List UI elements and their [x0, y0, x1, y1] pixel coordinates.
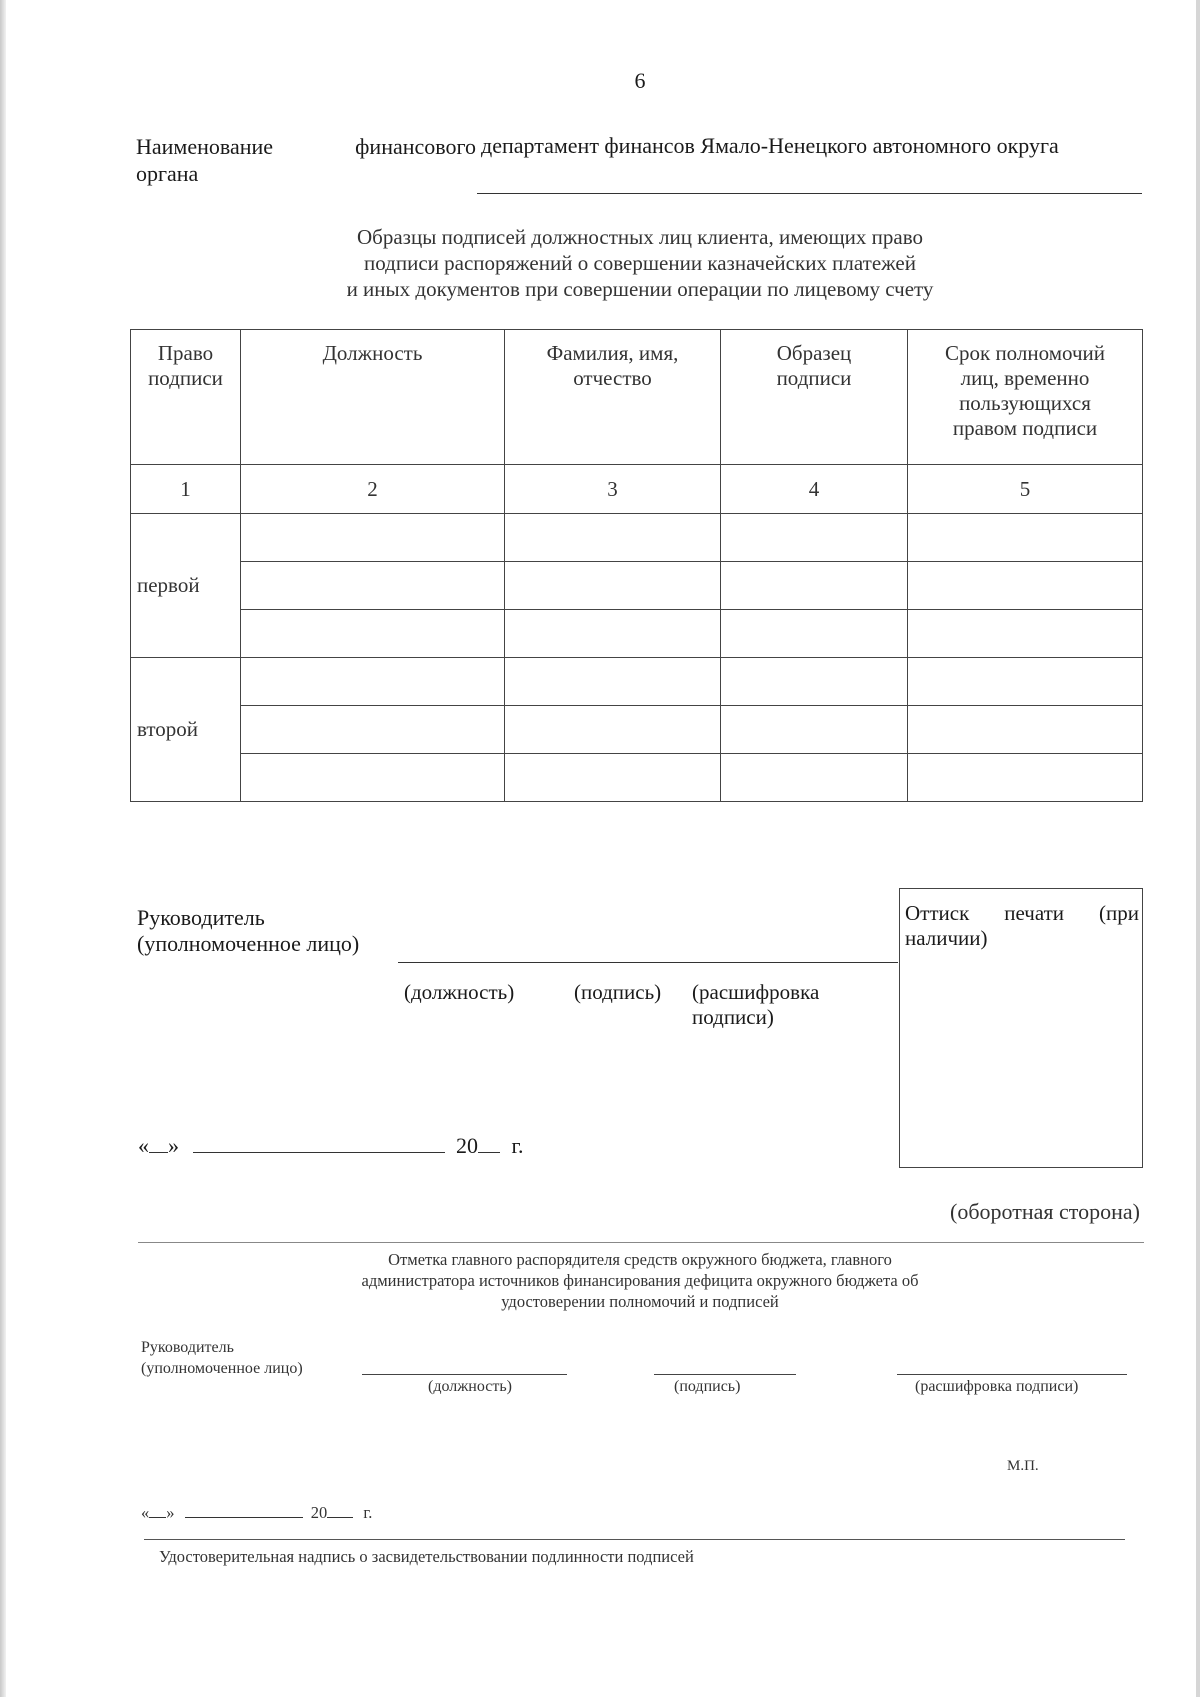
- header-cell-right: [131, 330, 241, 465]
- table-cell[interactable]: [908, 514, 1143, 562]
- header-text: подписи: [776, 366, 852, 390]
- fin-body-label-line2: органа: [136, 161, 199, 186]
- page-number: 6: [634, 68, 646, 93]
- title-line-1: Образцы подписей должностных лиц клиента, имеющих право: [357, 225, 923, 249]
- month-blank[interactable]: [185, 1503, 303, 1518]
- table-cell[interactable]: [721, 610, 908, 658]
- number-cell: 1: [131, 465, 241, 514]
- number-cell: 5: [908, 465, 1143, 514]
- year-suffix: г.: [511, 1133, 524, 1158]
- date-quote-open: «: [138, 1133, 149, 1158]
- signatory-label-line2: (уполномоченное лицо): [137, 931, 360, 956]
- header-text: Фамилия, имя,: [546, 341, 679, 365]
- mark-signatory-line1: Руководитель: [141, 1339, 234, 1356]
- header-text: подписи: [148, 366, 223, 390]
- table-header-row: [131, 330, 1143, 465]
- table-cell[interactable]: [241, 562, 505, 610]
- mark-caption-decode: (расшифровка подписи): [915, 1378, 1079, 1395]
- caption-decode-line1: (расшифровка: [692, 980, 820, 1004]
- fin-body-label-word2: финансового: [355, 134, 476, 159]
- header-cell-sample: [721, 330, 908, 465]
- fin-body-underline: [477, 193, 1142, 194]
- page-edge-right: [1196, 0, 1200, 1697]
- mark-position-line[interactable]: [362, 1374, 567, 1375]
- table-cell[interactable]: [241, 706, 505, 754]
- table-cell[interactable]: [721, 706, 908, 754]
- signatory-underline[interactable]: [398, 962, 898, 963]
- header-text: Право: [157, 341, 214, 365]
- table-row: [131, 514, 1143, 562]
- table-cell[interactable]: [505, 514, 721, 562]
- table-row: [131, 658, 1143, 706]
- certification-caption: Удостоверительная надпись о засвидетельствовании подлинности подписей: [159, 1547, 694, 1566]
- date-line-top: [138, 1133, 524, 1159]
- title-line-2: подписи распоряжений о совершении казначейских платежей: [364, 251, 916, 275]
- caption-position: (должность): [404, 980, 515, 1004]
- year-prefix: 20: [456, 1133, 478, 1158]
- reverse-side-label: (оборотная сторона): [950, 1199, 1140, 1224]
- number-cell: 2: [241, 465, 505, 514]
- table-cell[interactable]: [908, 754, 1143, 802]
- year-blank[interactable]: [327, 1503, 353, 1518]
- date-quote-close: »: [166, 1503, 175, 1522]
- table-cell[interactable]: [505, 754, 721, 802]
- table-cell[interactable]: [505, 706, 721, 754]
- table-cell[interactable]: [241, 658, 505, 706]
- group-label-first: первой: [131, 514, 241, 658]
- number-cell: 4: [721, 465, 908, 514]
- table-cell[interactable]: [721, 658, 908, 706]
- number-cell: 3: [505, 465, 721, 514]
- table-cell[interactable]: [241, 754, 505, 802]
- table-row: [131, 754, 1143, 802]
- table-cell[interactable]: [908, 706, 1143, 754]
- caption-decode: [692, 980, 819, 1030]
- header-text: Образец: [776, 341, 852, 365]
- header-text: Должность: [322, 341, 423, 365]
- signatory-label-line1: Руководитель: [137, 905, 265, 930]
- table-cell[interactable]: [908, 658, 1143, 706]
- stamp-line2: наличии): [905, 926, 988, 950]
- table-cell[interactable]: [505, 658, 721, 706]
- header-text: отчество: [573, 366, 652, 390]
- date-quote-close: »: [168, 1133, 179, 1158]
- day-blank[interactable]: [149, 1134, 168, 1153]
- mark-title: [250, 1249, 1030, 1312]
- mark-signatory-label: [141, 1337, 303, 1379]
- table-cell[interactable]: [721, 514, 908, 562]
- table-row: [131, 610, 1143, 658]
- table-cell[interactable]: [908, 610, 1143, 658]
- mark-caption-signature: (подпись): [674, 1378, 741, 1395]
- table-cell[interactable]: [241, 610, 505, 658]
- table-row: [131, 562, 1143, 610]
- stamp-caption: [905, 901, 1139, 951]
- header-text: пользующихся: [959, 391, 1091, 415]
- header-text: лиц, временно: [960, 366, 1090, 390]
- certification-divider: [144, 1539, 1125, 1540]
- year-suffix: г.: [363, 1503, 373, 1522]
- mp-label: М.П.: [1007, 1458, 1039, 1474]
- signature-samples-table: [130, 329, 1143, 802]
- document-title: [200, 224, 1080, 302]
- table-cell[interactable]: [908, 562, 1143, 610]
- reverse-divider: [138, 1242, 1144, 1243]
- table-row: [131, 706, 1143, 754]
- year-prefix: 20: [310, 1503, 328, 1522]
- mark-title-line2: администратора источников финансирования дефицита окружного бюджета об: [361, 1271, 919, 1290]
- title-line-3: и иных документов при совершении операции по лицевому счету: [346, 277, 934, 301]
- mark-title-line3: удостоверении полномочий и подписей: [501, 1292, 779, 1311]
- mark-title-line1: Отметка главного распорядителя средств окружного бюджета, главного: [388, 1250, 892, 1269]
- mark-decode-line[interactable]: [897, 1374, 1127, 1375]
- fin-body-label: [136, 133, 476, 187]
- fin-body-value: департамент финансов Ямало-Ненецкого автономного округа: [481, 133, 1059, 158]
- table-number-row: [131, 465, 1143, 514]
- mark-signatory-line2: (уполномоченное лицо): [141, 1360, 303, 1377]
- group-label-second: второй: [131, 658, 241, 802]
- month-blank[interactable]: [193, 1134, 445, 1153]
- table-cell[interactable]: [721, 562, 908, 610]
- table-cell[interactable]: [241, 514, 505, 562]
- stamp-word2: печати: [1004, 901, 1065, 925]
- mark-caption-position: (должность): [428, 1378, 512, 1395]
- caption-signature: (подпись): [574, 980, 662, 1004]
- stamp-word1: Оттиск: [905, 901, 970, 925]
- header-cell-term: [908, 330, 1143, 465]
- page-edge-left: [0, 0, 6, 1697]
- header-cell-fullname: [505, 330, 721, 465]
- day-blank[interactable]: [149, 1503, 166, 1518]
- mark-signature-line[interactable]: [654, 1374, 796, 1375]
- stamp-word3: (при: [1099, 901, 1139, 925]
- caption-decode-line2: подписи): [692, 1005, 774, 1029]
- date-line-bottom: [141, 1503, 372, 1523]
- fin-body-label-word1: Наименование: [136, 134, 274, 159]
- header-cell-position: [241, 330, 505, 465]
- table-cell[interactable]: [505, 562, 721, 610]
- header-text: правом подписи: [952, 416, 1098, 440]
- header-text: Срок полномочий: [944, 341, 1106, 365]
- table-cell[interactable]: [721, 754, 908, 802]
- year-blank[interactable]: [478, 1134, 500, 1153]
- signatory-label: [137, 905, 359, 957]
- table-cell[interactable]: [505, 610, 721, 658]
- date-quote-open: «: [141, 1503, 150, 1522]
